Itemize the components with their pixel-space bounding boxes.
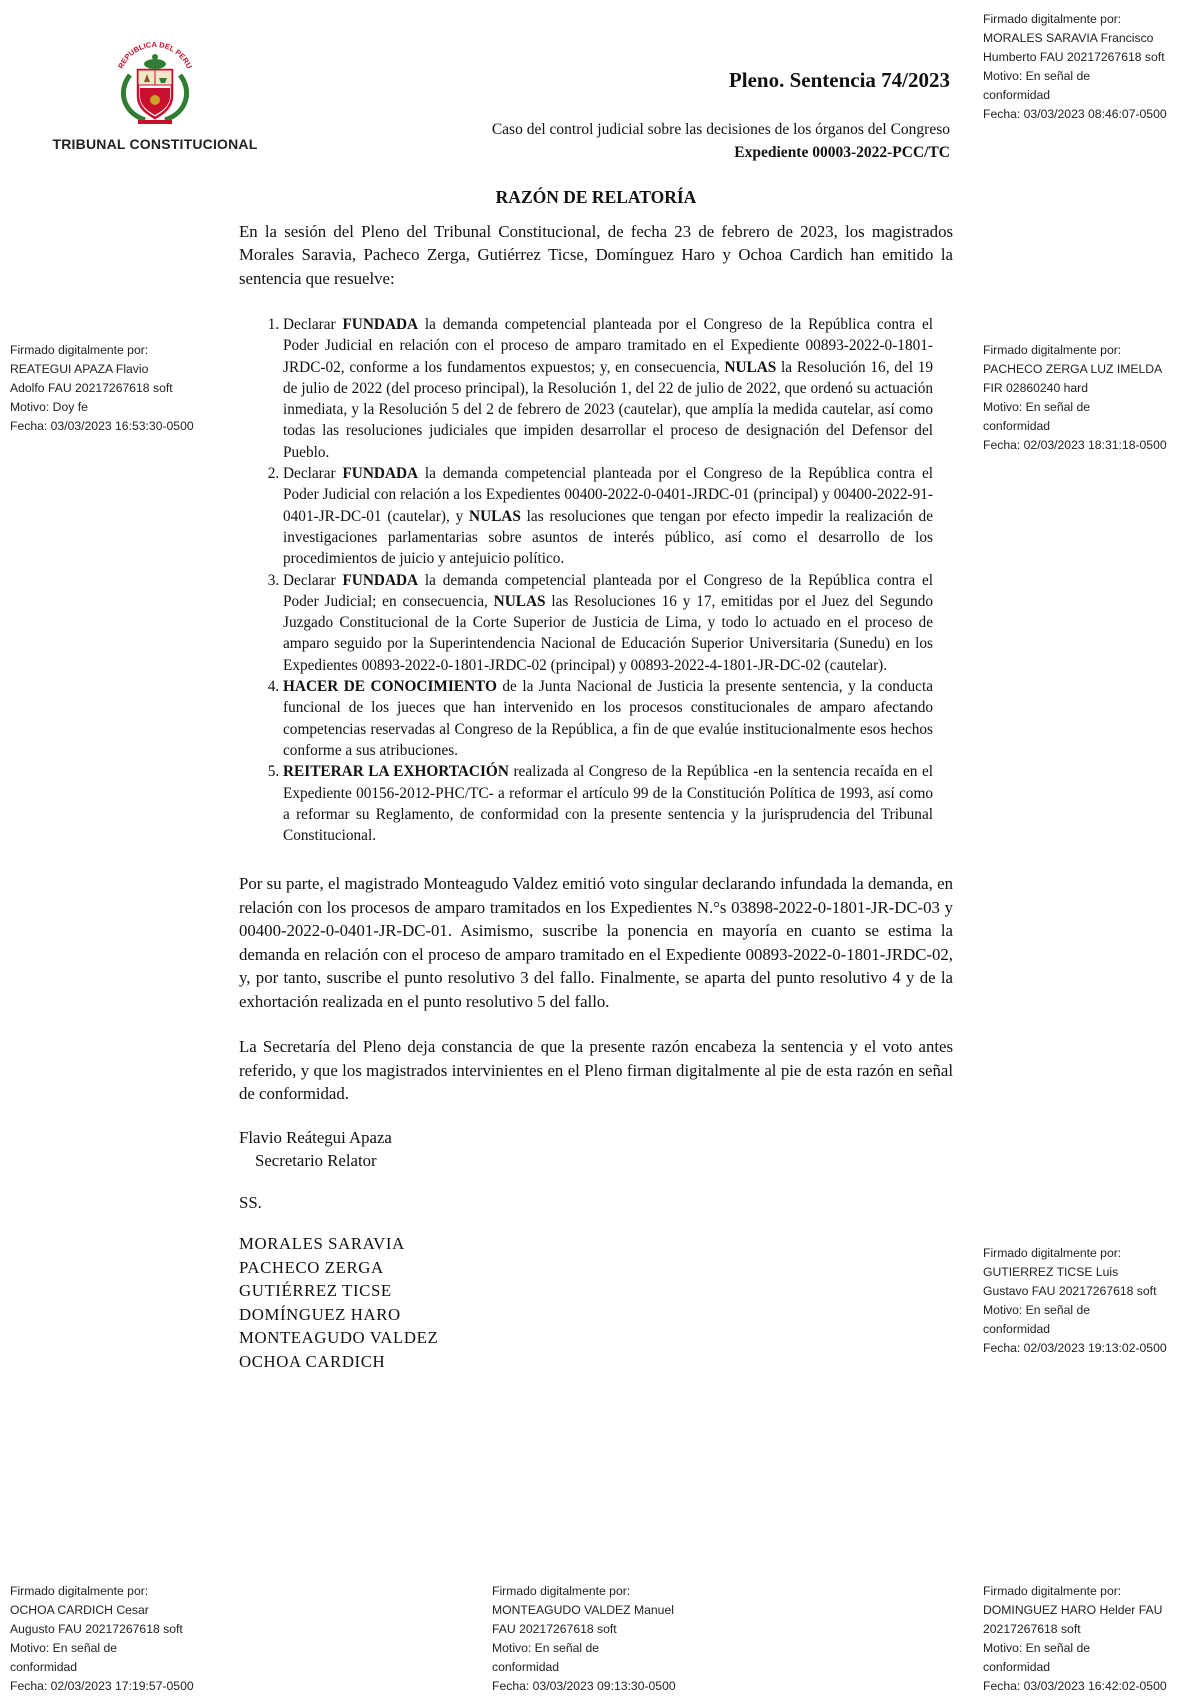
signature-block-reategui: Firmado digitalmente por: REATEGUI APAZA Flavio Adolfo FAU 20217267618 soft Motivo: Doy fe Fecha: 03/03/2023 16:53:30-0500 bbox=[10, 343, 194, 433]
magistrate-name: OCHOA CARDICH bbox=[239, 1351, 386, 1371]
signature-block-dominguez: Firmado digitalmente por: DOMINGUEZ HARO Helder FAU 20217267618 soft Motivo: En señal de conformidad Fecha: 03/03/2023 16:42:02-0500 bbox=[983, 1584, 1167, 1693]
secretary-name: Flavio Reátegui Apaza bbox=[239, 1127, 392, 1147]
list-item: 2. Declarar FUNDADA la demanda competencial planteada por el Congreso de la República contra el Poder Judicial con relación a los Expedientes 00400-2022-0-0401-JRDC-01 (principal) y 00400-2022-91-0401-JR-DC-01 (cautelar), y NULAS las resoluciones que tengan por efecto impedir la realización de investigaciones parlamentarias sobre asuntos de interés público, así como el desarrollo de los procedimientos de juicio y antejuicio político. bbox=[283, 463, 933, 569]
resolutions-list bbox=[239, 314, 933, 846]
signature-block-gutierrez: Firmado digitalmente por: GUTIERREZ TICSE Luis Gustavo FAU 20217267618 soft Motivo: En señal de conformidad Fecha: 02/03/2023 19:13:02-0500 bbox=[983, 1246, 1167, 1355]
signature-block-morales: Firmado digitalmente por: MORALES SARAVIA Francisco Humberto FAU 20217267618 soft Motivo: En señal de conformidad Fecha: 03/03/2023 08:46:07-0500 bbox=[983, 12, 1167, 121]
list-item: 4. HACER DE CONOCIMIENTO de la Junta Nacional de Justicia la presente sentencia, y la conducta funcional de los jueces que han intervenido en los procesos constitucionales de amparo afectando competencias reservadas al Congreso de la República, a fin de que evalúe institucionalmente esos hechos conforme a sus atribuciones. bbox=[283, 676, 933, 761]
secretary-paragraph: La Secretaría del Pleno deja constancia de que la presente razón encabeza la sentencia y el voto antes referido, y que los magistrados intervinientes en el Pleno firman digitalmente al pie de esta razón en señal de conformidad. bbox=[239, 1037, 953, 1104]
magistrate-name: PACHECO ZERGA bbox=[239, 1257, 384, 1277]
signature-block-ochoa: Firmado digitalmente por: OCHOA CARDICH Cesar Augusto FAU 20217267618 soft Motivo: En señal de conformidad Fecha: 02/03/2023 17:19:57-0500 bbox=[10, 1584, 194, 1693]
secretary-role: Secretario Relator bbox=[255, 1151, 377, 1171]
section-heading: RAZÓN DE RELATORÍA bbox=[495, 187, 697, 207]
magistrate-name: DOMÍNGUEZ HARO bbox=[239, 1304, 401, 1324]
intro-paragraph: En la sesión del Pleno del Tribunal Constitucional, de fecha 23 de febrero de 2023, los magistrados Morales Saravia, Pacheco Zerga, Gutiérrez Ticse, Domínguez Haro y Ochoa Cardich han emitido la sentencia que resuelve: bbox=[239, 221, 953, 288]
case-description: Caso del control judicial sobre las decisiones de los órganos del Congreso bbox=[491, 121, 950, 138]
coat-of-arms-icon bbox=[100, 30, 210, 130]
seal-text: REPUBLICA DEL PERU bbox=[116, 39, 194, 71]
signature-block-pacheco: Firmado digitalmente por: PACHECO ZERGA LUZ IMELDA FIR 02860240 hard Motivo: En señal de conformidad Fecha: 02/03/2023 18:31:18-0500 bbox=[983, 343, 1167, 452]
secretary-signature bbox=[239, 1126, 953, 1173]
institution-logo bbox=[40, 30, 270, 152]
list-item: 5. REITERAR LA EXHORTACIÓN realizada al Congreso de la República -en la sentencia recaída en el Expediente 00156-2012-PHC/TC- a reformar el artículo 99 de la Constitución Política de 1993, así como a reformar su Reglamento, de conformidad con la presente sentencia y la jurisprudencia del Tribunal Constitucional. bbox=[283, 761, 933, 846]
expediente-number: Expediente 00003-2022-PCC/TC bbox=[734, 144, 950, 161]
magistrate-name: GUTIÉRREZ TICSE bbox=[239, 1281, 392, 1301]
magistrate-name: MONTEAGUDO VALDEZ bbox=[239, 1328, 439, 1348]
case-header bbox=[492, 118, 950, 164]
ss-label: SS. bbox=[239, 1192, 262, 1212]
document-title: Pleno. Sentencia 74/2023 bbox=[728, 68, 950, 92]
institution-name: TRIBUNAL CONSTITUCIONAL bbox=[52, 136, 258, 152]
list-item: 3. Declarar FUNDADA la demanda competencial planteada por el Congreso de la República contra el Poder Judicial; en consecuencia, NULAS las Resoluciones 16 y 17, emitidas por el Juez del Segundo Juzgado Constitucional de la Corte Superior de Justicia de Lima, y todo lo actuado en el proceso de amparo seguido por la Superintendencia Nacional de Educación Superior Universitaria (Sunedu) en los Expedientes 00893-2022-0-1801-JRDC-02 (principal) y 00893-2022-4-1801-JR-DC-02 (cautelar). bbox=[283, 570, 933, 676]
magistrate-name: MORALES SARAVIA bbox=[239, 1234, 405, 1254]
list-item: 1. Declarar FUNDADA la demanda competencial planteada por el Congreso de la República contra el Poder Judicial en relación con el proceso de amparo tramitado en el Expediente 00893-2022-0-1801-JRDC-02, conforme a los fundamentos expuestos; y, en consecuencia, NULAS la Resolución 16, del 19 de julio de 2022 (del proceso principal), la Resolución 1, del 22 de julio de 2022, que ordenó su actuación inmediata, y la Resolución 5 del 2 de febrero de 2023 (cautelar), que amplía la medida cautelar, así como todas las resoluciones judiciales que impiden desarrollar el proceso de designación del Defensor del Pueblo. bbox=[283, 314, 933, 463]
vote-paragraph: Por su parte, el magistrado Monteagudo Valdez emitió voto singular declarando infundada la demanda, en relación con los procesos de amparo tramitados en los Expedientes N.°s 03898-2022-0-1801-JR-DC-03 y 00400-2022-0-0401-JR-DC-01. Asimismo, suscribe la ponencia en mayoría en cuanto se estima la demanda en relación con el proceso de amparo tramitado en el Expediente 00893-2022-0-1801-JRDC-02, y, por tanto, suscribe el punto resolutivo 3 del fallo. Finalmente, se aparta del punto resolutivo 4 y de la exhortación realizada en el punto resolutivo 5 del fallo. bbox=[239, 874, 953, 1011]
signature-block-monteagudo: Firmado digitalmente por: MONTEAGUDO VALDEZ Manuel FAU 20217267618 soft Motivo: En señal de conformidad Fecha: 03/03/2023 09:13:30-0500 bbox=[492, 1584, 676, 1693]
magistrates-list bbox=[239, 1232, 953, 1373]
document-body bbox=[239, 186, 953, 1373]
